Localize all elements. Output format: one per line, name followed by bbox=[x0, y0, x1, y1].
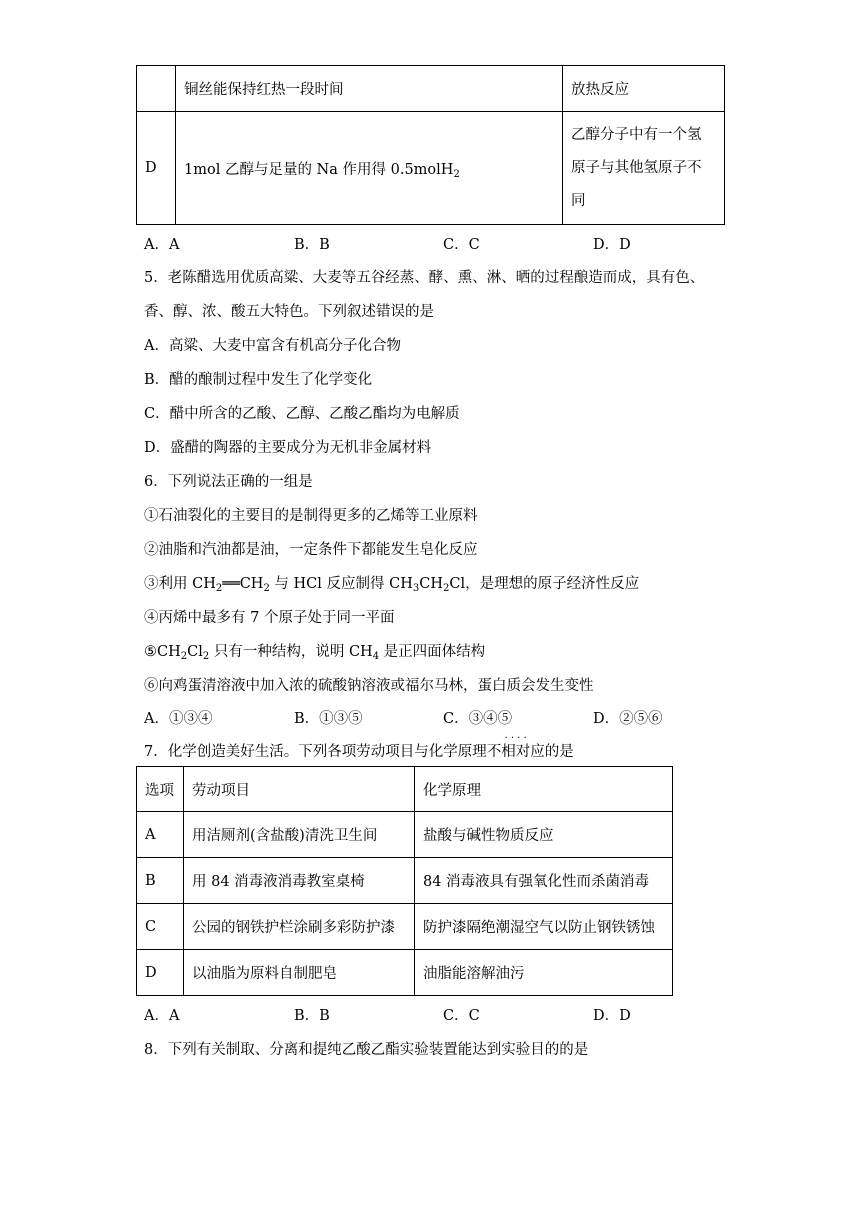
q4-row-conclusion bbox=[563, 112, 725, 225]
q6-statement-5: $⑤CH_2Cl_2$ 只有一种结构，说明 $CH_4$ 是正四面体结构 bbox=[144, 644, 486, 662]
q4-content-text: 1mol 乙醇与足量的 Na 作用得 0.5molH bbox=[184, 161, 454, 178]
q7-cell: 盐酸与碱性物质反应 bbox=[415, 812, 673, 858]
q8-stem: 8．下列有关制取、分离和提纯乙酸乙酯实验装置能达到实验目的的是 bbox=[144, 1042, 589, 1058]
q6-statement-4: ④丙烯中最多有 7 个原子处于同一平面 bbox=[144, 610, 395, 626]
q7-cell: 油脂能溶解油污 bbox=[415, 950, 673, 996]
q4-row-conclusion bbox=[563, 66, 725, 112]
q7-header-principle: 化学原理 bbox=[415, 767, 673, 812]
q4-option-d: D．D bbox=[593, 237, 631, 253]
q4-row-content bbox=[176, 112, 563, 225]
q4-options bbox=[144, 233, 744, 253]
q7-table bbox=[136, 766, 673, 996]
q5-option-a: A．高粱、大麦中富含有机高分子化合物 bbox=[144, 338, 401, 354]
q7-cell: 用 84 消毒液消毒教室桌椅 bbox=[184, 858, 415, 904]
q7-cell: 用洁厕剂(含盐酸)清洗卫生间 bbox=[184, 812, 415, 858]
q7-header-activity: 劳动项目 bbox=[184, 767, 415, 812]
q7-cell: B bbox=[137, 858, 184, 904]
q7-cell: C bbox=[137, 904, 184, 950]
q4-option-a: A．A bbox=[144, 237, 180, 253]
q5-option-c: C．醋中所含的乙酸、乙醇、乙酸乙酯均为电解质 bbox=[144, 406, 460, 422]
q4-conclusion-line: 乙醇分子中有一个氢 bbox=[571, 126, 702, 143]
q6-stem: 6．下列说法正确的一组是 bbox=[144, 474, 313, 490]
q7-header-option: 选项 bbox=[137, 767, 184, 812]
q4-row-label bbox=[137, 66, 176, 112]
q5-option-d: D．盛醋的陶器的主要成分为无机非金属材料 bbox=[144, 440, 432, 456]
q6-option-d: D．②⑤⑥ bbox=[593, 711, 663, 727]
q7-option-a: A．A bbox=[144, 1008, 180, 1024]
q7-option-b: B．B bbox=[294, 1008, 330, 1024]
q4-row-label: D bbox=[137, 112, 176, 225]
q7-stem-text: 的是 bbox=[544, 744, 574, 760]
q4-option-c: C．C bbox=[443, 237, 480, 253]
q4-conclusion-line: 原子与其他氢原子不 bbox=[571, 159, 702, 176]
q7-stem-emphasis: · · · · 不相对应 bbox=[486, 733, 545, 760]
q6-option-b: B．①③⑤ bbox=[294, 711, 363, 727]
q4-row-content: 铜丝能保持红热一段时间 bbox=[176, 66, 563, 112]
q5-stem-line2: 香、醇、浓、酸五大特色。下列叙述错误的是 bbox=[144, 304, 434, 320]
q6-options bbox=[144, 707, 744, 727]
q4-content-sub: 2 bbox=[453, 168, 460, 180]
q7-cell: D bbox=[137, 950, 184, 996]
q7-cell: 84 消毒液具有强氧化性而杀菌消毒 bbox=[415, 858, 673, 904]
q6-statement-6: ⑥向鸡蛋清溶液中加入浓的硫酸钠溶液或福尔马林，蛋白质会发生变性 bbox=[144, 678, 594, 694]
q7-option-d: D．D bbox=[593, 1008, 631, 1024]
q7-stem bbox=[144, 733, 574, 761]
q4-table bbox=[136, 65, 725, 225]
q4-conclusion-line: 同 bbox=[571, 192, 586, 209]
q7-option-c: C．C bbox=[443, 1008, 480, 1024]
q6-option-c: C．③④⑤ bbox=[443, 711, 513, 727]
q7-cell: 以油脂为原料自制肥皂 bbox=[184, 950, 415, 996]
q7-cell: A bbox=[137, 812, 184, 858]
q6-statement-2: ②油脂和汽油都是油，一定条件下都能发生皂化反应 bbox=[144, 542, 478, 558]
q4-option-b: B．B bbox=[294, 237, 330, 253]
q7-cell: 公园的钢铁护栏涂刷多彩防护漆 bbox=[184, 904, 415, 950]
q7-options bbox=[144, 1004, 744, 1024]
q5-stem-line1: 5．老陈醋选用优质高粱、大麦等五谷经蒸、酵、熏、淋、晒的过程酿造而成，具有色、 bbox=[144, 270, 705, 286]
q6-option-a: A．①③④ bbox=[144, 711, 213, 727]
q7-stem-text: 7．化学创造美好生活。下列各项劳动项目与化学原理 bbox=[144, 744, 487, 760]
q5-option-b: B．醋的酿制过程中发生了化学变化 bbox=[144, 372, 373, 388]
q7-cell: 防护漆隔绝潮湿空气以防止钢铁锈蚀 bbox=[415, 904, 673, 950]
q4-conclusion-line: 放热反应 bbox=[571, 82, 629, 98]
q6-statement-1: ①石油裂化的主要目的是制得更多的乙烯等工业原料 bbox=[144, 508, 478, 524]
q6-statement-3: ③利用 $CH_2══CH_2$ 与 HCl 反应制得 $CH_3CH_2Cl$，是理想的原子经济性反应 bbox=[144, 576, 640, 594]
emphasis-dots: · · · · bbox=[504, 733, 527, 744]
